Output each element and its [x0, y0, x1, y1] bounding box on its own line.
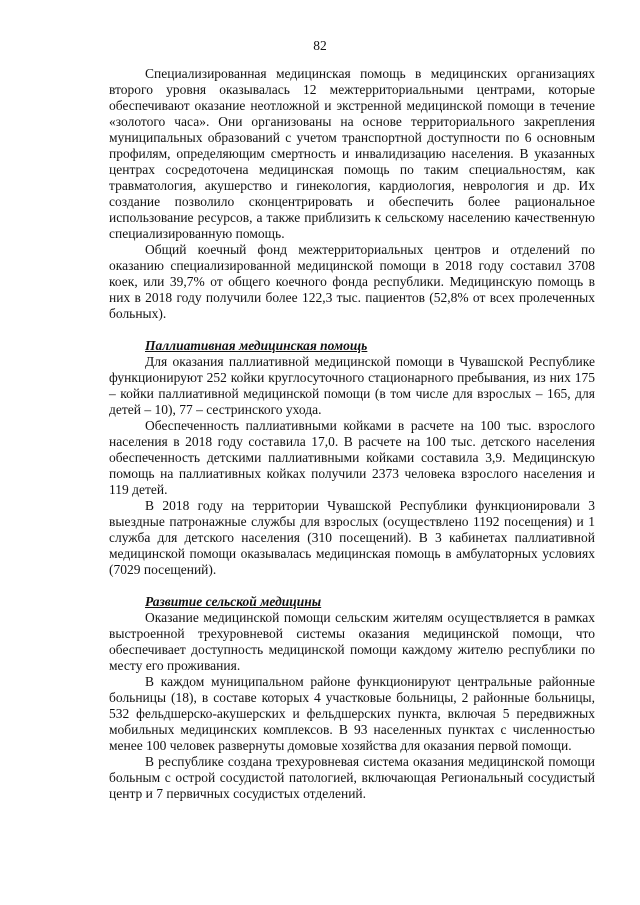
- section-heading: Развитие сельской медицины: [145, 594, 322, 609]
- section-rural-medicine: [109, 594, 595, 802]
- page-number: 82: [313, 38, 327, 53]
- paragraph: Оказание медицинской помощи сельским жителям осуществляется в рамках выстроенной трехуровневой системы оказания медицинской помощи, что обеспечивает доступность медицинской помощи каждому жителю республики по месту его проживания.: [109, 610, 595, 673]
- paragraph: Для оказания паллиативной медицинской помощи в Чувашской Республике функционируют 252 койки круглосуточного стационарного пребывания, из них 175 – койки паллиативной медицинской помощи (в том числе для взрослых – 165, для детей – 10), 77 – сестринского ухода.: [109, 354, 595, 417]
- section-spacer: [109, 322, 595, 338]
- paragraph: В 2018 году на территории Чувашской Республики функционировали 3 выездные патронажные службы для взрослых (осуществлено 1192 посещения) и 1 служба для детского населения (310 посещений). В 3 кабинетах паллиативной медицинской помощи оказывалась медицинская помощь в амбулаторных условиях (7029 посещений).: [109, 498, 595, 577]
- section-intro: [109, 66, 595, 322]
- section-heading: Паллиативная медицинская помощь: [145, 338, 368, 353]
- paragraph: Общий коечный фонд межтерриториальных центров и отделений по оказанию специализированной медицинской помощи в 2018 году составил 3708 коек, или 39,7% от общего коечного фонда республики. Медицинскую помощь в них в 2018 году получили более 122,3 тыс. пациентов (52,8% от всех пролеченных больных).: [109, 242, 595, 321]
- section-palliative-care: [109, 338, 595, 578]
- section-spacer: [109, 578, 595, 594]
- paragraph: Специализированная медицинская помощь в медицинских организациях второго уровня оказывалась 12 межтерриториальными центрами, которые обеспечивают оказание неотложной и экстренной медицинской помощи в течение «золотого часа». Они организованы на основе территориального закрепления муниципальных образований с учетом транспортной доступности по 6 основным профилям, определяющим смертность и инвалидизацию населения. В указанных центрах сосредоточена медицинская помощь по таким специальностям, как травматология, акушерство и гинекология, кардиология, неврология и др. Их создание позволило сконцентрировать и обеспечить более рациональное использование ресурсов, а также приблизить к сельскому населению качественную специализированную помощь.: [109, 66, 595, 241]
- paragraph: В республике создана трехуровневая система оказания медицинской помощи больным с острой сосудистой патологией, включающая Региональный сосудистый центр и 7 первичных сосудистых отделений.: [109, 754, 595, 801]
- page-content: [109, 66, 595, 802]
- paragraph: Обеспеченность паллиативными койками в расчете на 100 тыс. взрослого населения в 2018 году составила 17,0. В расчете на 100 тыс. детского населения обеспеченность детскими паллиативными койками составила 3,9. Медицинскую помощь на паллиативных койках получили 2373 человека взрослого населения и 119 детей.: [109, 418, 595, 497]
- paragraph: В каждом муниципальном районе функционируют центральные районные больницы (18), в составе которых 4 участковые больницы, 2 районные больницы, 532 фельдшерско-акушерских и фельдшерских пункта, включая 5 передвижных мобильных медицинских комплексов. В 93 населенных пунктах с численностью менее 100 человек развернуты домовые хозяйства для оказания первой помощи.: [109, 674, 595, 753]
